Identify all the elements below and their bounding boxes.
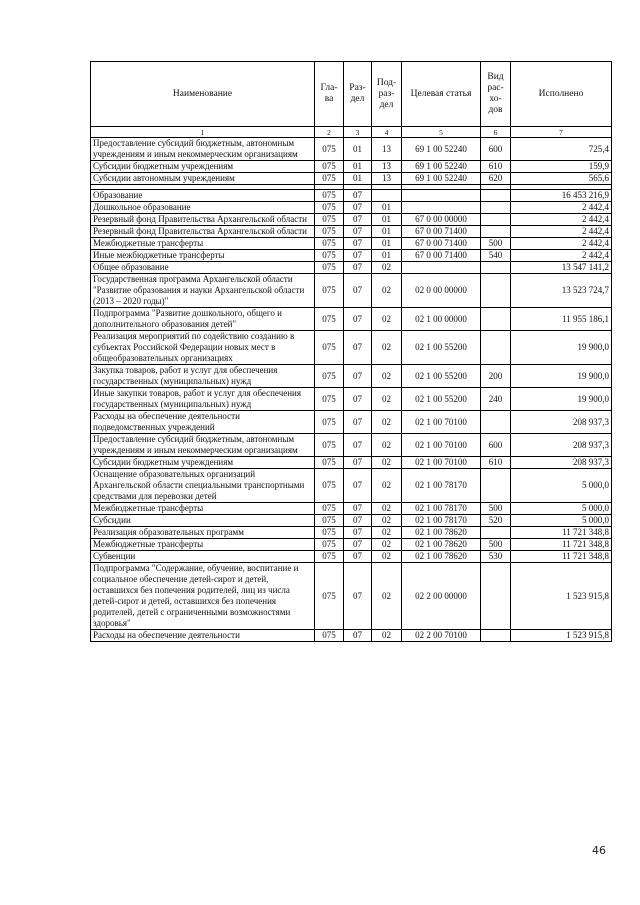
row-podrazdel-cell: 01 [372, 226, 402, 238]
table-row [91, 331, 612, 365]
row-glava-cell: 075 [315, 630, 344, 642]
row-value-cell: 1 523 915,8 [511, 563, 612, 630]
table-row [91, 202, 612, 214]
row-glava-cell: 075 [315, 308, 344, 331]
row-glava-cell: 075 [315, 226, 344, 238]
row-glava-cell: 075 [315, 527, 344, 539]
table-row [91, 161, 612, 173]
row-razdel-cell: 07 [344, 365, 372, 388]
row-vid-cell: 500 [481, 238, 511, 250]
row-value-cell: 208 937,3 [511, 411, 612, 434]
header-podrazdel: Под-раз-дел [372, 62, 402, 127]
row-razdel-cell: 07 [344, 308, 372, 331]
row-value-cell: 2 442,4 [511, 238, 612, 250]
row-vid-cell: 530 [481, 551, 511, 563]
row-razdel-cell: 07 [344, 503, 372, 515]
row-glava-cell: 075 [315, 202, 344, 214]
row-podrazdel-cell: 02 [372, 365, 402, 388]
row-glava-cell: 075 [315, 250, 344, 262]
row-podrazdel-cell: 13 [372, 138, 402, 161]
row-vid-cell: 500 [481, 539, 511, 551]
row-glava-cell: 075 [315, 539, 344, 551]
row-vid-cell [481, 411, 511, 434]
table-row [91, 173, 612, 185]
row-statia-cell: 02 1 00 70100 [402, 411, 481, 434]
column-number: 2 [315, 127, 344, 138]
table-row [91, 457, 612, 469]
row-vid-cell: 200 [481, 365, 511, 388]
row-razdel-cell: 07 [344, 262, 372, 274]
row-statia-cell [402, 202, 481, 214]
row-vid-cell: 610 [481, 457, 511, 469]
row-name-cell: Межбюджетные трансферты [91, 503, 315, 515]
row-razdel-cell: 07 [344, 214, 372, 226]
row-value-cell: 565,6 [511, 173, 612, 185]
table-row [91, 551, 612, 563]
row-statia-cell: 69 1 00 52240 [402, 173, 481, 185]
row-statia-cell: 02 1 00 78620 [402, 527, 481, 539]
row-value-cell: 11 721 348,8 [511, 551, 612, 563]
row-podrazdel-cell: 02 [372, 563, 402, 630]
row-value-cell: 208 937,3 [511, 457, 612, 469]
row-value-cell: 2 442,4 [511, 202, 612, 214]
row-name-cell: Субсидии автономным учреждениям [91, 173, 315, 185]
row-name-cell: Расходы на обеспечение деятельности подведомственных учреждений [91, 411, 315, 434]
row-name-cell: Иные межбюджетные трансферты [91, 250, 315, 262]
row-statia-cell: 67 0 00 00000 [402, 214, 481, 226]
row-glava-cell: 075 [315, 331, 344, 365]
row-podrazdel-cell: 02 [372, 411, 402, 434]
table-row [91, 563, 612, 630]
row-value-cell: 159,9 [511, 161, 612, 173]
row-value-cell: 13 523 724,7 [511, 274, 612, 308]
row-glava-cell: 075 [315, 457, 344, 469]
row-razdel-cell: 07 [344, 190, 372, 202]
row-name-cell: Реализация мероприятий по содействию созданию в субъектах Российской Федерации новых мест в общеобразовательных организациях [91, 331, 315, 365]
row-statia-cell: 67 0 00 71400 [402, 238, 481, 250]
row-podrazdel-cell: 02 [372, 274, 402, 308]
row-razdel-cell: 07 [344, 411, 372, 434]
row-statia-cell: 67 0 00 71400 [402, 250, 481, 262]
table-row [91, 411, 612, 434]
row-vid-cell [481, 190, 511, 202]
row-razdel-cell: 07 [344, 551, 372, 563]
row-podrazdel-cell: 02 [372, 308, 402, 331]
row-vid-cell [481, 630, 511, 642]
row-name-cell: Образование [91, 190, 315, 202]
table-row [91, 630, 612, 642]
row-name-cell: Расходы на обеспечение деятельности [91, 630, 315, 642]
row-razdel-cell: 01 [344, 161, 372, 173]
header-glava: Гла-ва [315, 62, 344, 127]
row-value-cell: 19 900,0 [511, 331, 612, 365]
row-vid-cell: 520 [481, 515, 511, 527]
column-number-row [91, 127, 612, 138]
header-name: Наименование [91, 62, 315, 127]
row-podrazdel-cell: 02 [372, 434, 402, 457]
column-number: 5 [402, 127, 481, 138]
table-row [91, 527, 612, 539]
column-number: 7 [511, 127, 612, 138]
row-name-cell: Резервный фонд Правительства Архангельской области [91, 226, 315, 238]
row-podrazdel-cell: 01 [372, 250, 402, 262]
row-glava-cell: 075 [315, 262, 344, 274]
table-row [91, 469, 612, 503]
row-value-cell: 19 900,0 [511, 388, 612, 411]
page-number: 46 [592, 844, 606, 857]
row-name-cell: Предоставление субсидий бюджетным, автономным учреждениям и иным некоммерческим организациям [91, 138, 315, 161]
row-podrazdel-cell: 02 [372, 539, 402, 551]
header-razdel: Раз-дел [344, 62, 372, 127]
row-vid-cell [481, 214, 511, 226]
row-glava-cell: 075 [315, 161, 344, 173]
row-name-cell: Оснащение образовательных организаций Архангельской области специальными транспортными средствами для перевозки детей [91, 469, 315, 503]
row-statia-cell: 02 1 00 78170 [402, 515, 481, 527]
row-vid-cell [481, 262, 511, 274]
row-razdel-cell: 07 [344, 238, 372, 250]
table-header [91, 62, 612, 138]
row-glava-cell: 075 [315, 503, 344, 515]
row-vid-cell: 600 [481, 434, 511, 457]
row-razdel-cell: 07 [344, 331, 372, 365]
row-glava-cell: 075 [315, 563, 344, 630]
row-razdel-cell: 07 [344, 469, 372, 503]
budget-execution-table [90, 61, 612, 642]
row-vid-cell [481, 331, 511, 365]
row-vid-cell [481, 469, 511, 503]
row-value-cell: 16 453 216,9 [511, 190, 612, 202]
row-value-cell: 208 937,3 [511, 434, 612, 457]
row-vid-cell [481, 274, 511, 308]
column-number: 3 [344, 127, 372, 138]
row-statia-cell: 02 1 00 55200 [402, 388, 481, 411]
row-glava-cell: 075 [315, 238, 344, 250]
row-razdel-cell: 07 [344, 563, 372, 630]
table-row [91, 138, 612, 161]
table-row [91, 434, 612, 457]
row-name-cell: Подпрограмма "Развитие дошкольного, общего и дополнительного образования детей" [91, 308, 315, 331]
row-statia-cell: 02 1 00 70100 [402, 434, 481, 457]
column-number: 1 [91, 127, 315, 138]
row-razdel-cell: 07 [344, 434, 372, 457]
column-number: 4 [372, 127, 402, 138]
row-vid-cell: 620 [481, 173, 511, 185]
row-razdel-cell: 07 [344, 202, 372, 214]
row-statia-cell [402, 190, 481, 202]
row-value-cell: 2 442,4 [511, 226, 612, 238]
row-name-cell: Государственная программа Архангельской области "Развитие образования и науки Архангельской области (2013 – 2020 годы)" [91, 274, 315, 308]
row-podrazdel-cell: 01 [372, 214, 402, 226]
table-row [91, 388, 612, 411]
row-podrazdel-cell: 13 [372, 173, 402, 185]
row-razdel-cell: 07 [344, 527, 372, 539]
row-value-cell: 1 523 915,8 [511, 630, 612, 642]
row-value-cell: 725,4 [511, 138, 612, 161]
row-value-cell: 13 547 141,2 [511, 262, 612, 274]
row-podrazdel-cell: 02 [372, 527, 402, 539]
row-name-cell: Общее образование [91, 262, 315, 274]
row-value-cell: 5 000,0 [511, 469, 612, 503]
row-podrazdel-cell: 02 [372, 262, 402, 274]
row-name-cell: Подпрограмма "Содержание, обучение, воспитание и социальное обеспечение детей-сирот и детей, оставшихся без попечения родителей, лиц из числа детей-сирот и детей, оставшихся без попечения родителей, детей с ограниченными возможностями здоровья" [91, 563, 315, 630]
row-name-cell: Закупка товаров, работ и услуг для обеспечения государственных (муниципальных) нужд [91, 365, 315, 388]
row-value-cell: 11 955 186,1 [511, 308, 612, 331]
table-row [91, 539, 612, 551]
row-podrazdel-cell: 02 [372, 630, 402, 642]
row-razdel-cell: 07 [344, 388, 372, 411]
table-row [91, 365, 612, 388]
row-razdel-cell: 07 [344, 250, 372, 262]
row-glava-cell: 075 [315, 138, 344, 161]
table-row [91, 274, 612, 308]
table-row [91, 214, 612, 226]
row-razdel-cell: 07 [344, 515, 372, 527]
row-podrazdel-cell: 01 [372, 238, 402, 250]
row-vid-cell: 540 [481, 250, 511, 262]
row-name-cell: Резервный фонд Правительства Архангельской области [91, 214, 315, 226]
row-statia-cell: 67 0 00 71400 [402, 226, 481, 238]
row-value-cell: 19 900,0 [511, 365, 612, 388]
table-row [91, 515, 612, 527]
table-row [91, 262, 612, 274]
row-vid-cell: 600 [481, 138, 511, 161]
table-row [91, 250, 612, 262]
row-podrazdel-cell [372, 190, 402, 202]
row-statia-cell: 02 2 00 00000 [402, 563, 481, 630]
row-glava-cell: 075 [315, 551, 344, 563]
row-podrazdel-cell: 02 [372, 503, 402, 515]
row-name-cell: Субвенции [91, 551, 315, 563]
row-statia-cell: 02 1 00 78170 [402, 503, 481, 515]
row-glava-cell: 075 [315, 173, 344, 185]
row-glava-cell: 075 [315, 274, 344, 308]
row-statia-cell: 69 1 00 52240 [402, 138, 481, 161]
row-statia-cell: 02 1 00 55200 [402, 365, 481, 388]
row-statia-cell [402, 262, 481, 274]
row-statia-cell: 02 2 00 70100 [402, 630, 481, 642]
row-podrazdel-cell: 02 [372, 469, 402, 503]
row-name-cell: Межбюджетные трансферты [91, 238, 315, 250]
header-value: Исполнено [511, 62, 612, 127]
row-statia-cell: 02 1 00 78620 [402, 551, 481, 563]
row-name-cell: Дошкольное образование [91, 202, 315, 214]
row-vid-cell [481, 563, 511, 630]
row-statia-cell: 02 1 00 78620 [402, 539, 481, 551]
row-glava-cell: 075 [315, 388, 344, 411]
table-row [91, 190, 612, 202]
row-name-cell: Межбюджетные трансферты [91, 539, 315, 551]
row-glava-cell: 075 [315, 214, 344, 226]
row-razdel-cell: 07 [344, 226, 372, 238]
table-row [91, 503, 612, 515]
row-name-cell: Иные закупки товаров, работ и услуг для обеспечения государственных (муниципальных) нужд [91, 388, 315, 411]
row-vid-cell: 610 [481, 161, 511, 173]
row-podrazdel-cell: 02 [372, 331, 402, 365]
row-podrazdel-cell: 13 [372, 161, 402, 173]
row-razdel-cell: 07 [344, 274, 372, 308]
header-statia: Целевая статья [402, 62, 481, 127]
row-statia-cell: 69 1 00 52240 [402, 161, 481, 173]
row-name-cell: Субсидии бюджетным учреждениям [91, 457, 315, 469]
row-glava-cell: 075 [315, 365, 344, 388]
row-name-cell: Предоставление субсидий бюджетным, автономным учреждениям и иным некоммерческим организациям [91, 434, 315, 457]
table-row [91, 238, 612, 250]
row-statia-cell: 02 1 00 00000 [402, 308, 481, 331]
table-row [91, 226, 612, 238]
row-razdel-cell: 07 [344, 630, 372, 642]
row-glava-cell: 075 [315, 434, 344, 457]
row-name-cell: Реализация образовательных программ [91, 527, 315, 539]
row-razdel-cell: 07 [344, 539, 372, 551]
row-statia-cell: 02 1 00 78170 [402, 469, 481, 503]
row-glava-cell: 075 [315, 469, 344, 503]
header-vid: Вид рас-хо-дов [481, 62, 511, 127]
table-row [91, 308, 612, 331]
row-name-cell: Субсидии [91, 515, 315, 527]
row-podrazdel-cell: 02 [372, 457, 402, 469]
row-glava-cell: 075 [315, 411, 344, 434]
row-value-cell: 2 442,4 [511, 250, 612, 262]
row-value-cell: 5 000,0 [511, 503, 612, 515]
row-podrazdel-cell: 01 [372, 202, 402, 214]
row-podrazdel-cell: 02 [372, 515, 402, 527]
row-statia-cell: 02 0 00 00000 [402, 274, 481, 308]
row-value-cell: 11 721 348,8 [511, 527, 612, 539]
table-body [91, 138, 612, 642]
row-vid-cell: 240 [481, 388, 511, 411]
row-razdel-cell: 07 [344, 457, 372, 469]
row-podrazdel-cell: 02 [372, 551, 402, 563]
row-statia-cell: 02 1 00 55200 [402, 331, 481, 365]
row-vid-cell [481, 226, 511, 238]
row-statia-cell: 02 1 00 70100 [402, 457, 481, 469]
column-number: 6 [481, 127, 511, 138]
row-value-cell: 11 721 348,8 [511, 539, 612, 551]
row-value-cell: 2 442,4 [511, 214, 612, 226]
row-vid-cell [481, 527, 511, 539]
row-razdel-cell: 01 [344, 173, 372, 185]
row-vid-cell [481, 202, 511, 214]
row-vid-cell [481, 308, 511, 331]
row-glava-cell: 075 [315, 515, 344, 527]
row-value-cell: 5 000,0 [511, 515, 612, 527]
row-name-cell: Субсидии бюджетным учреждениям [91, 161, 315, 173]
row-glava-cell: 075 [315, 190, 344, 202]
row-razdel-cell: 01 [344, 138, 372, 161]
row-vid-cell: 500 [481, 503, 511, 515]
row-podrazdel-cell: 02 [372, 388, 402, 411]
